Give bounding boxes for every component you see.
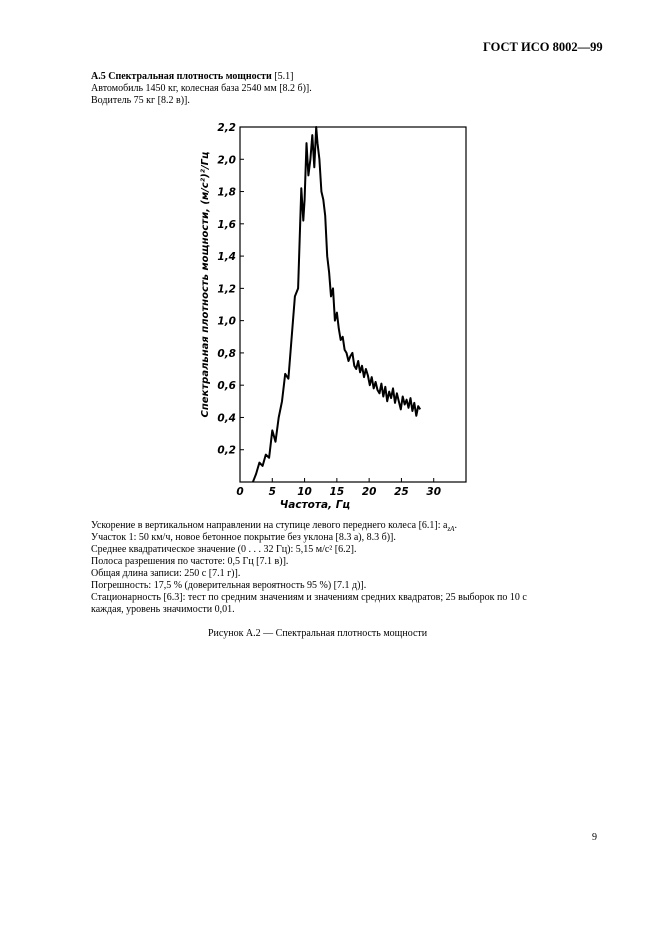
note-line: Общая длина записи: 250 с [7.1 г)]. — [91, 568, 241, 579]
x-tick-label: 20 — [361, 486, 377, 498]
x-tick-label: 15 — [329, 486, 345, 498]
intro-line: Водитель 75 кг [8.2 в)]. — [91, 95, 190, 106]
psd-chart — [196, 110, 486, 510]
y-axis-label: Спектральная плотность мощности, (м/с²)²/Гц — [200, 151, 211, 418]
section-ref: [5.1] — [274, 71, 294, 82]
page-number: 9 — [592, 832, 597, 843]
figure-caption: Рисунок А.2 — Спектральная плотность мощности — [208, 628, 428, 639]
note-line: Ускорение в вертикальном направлении на ступице левого переднего колеса [6.1]: $a_{zA}$. — [91, 520, 457, 533]
y-tick-label: 1,4 — [217, 251, 236, 264]
y-tick-label: 2,2 — [217, 122, 236, 134]
x-tick-label: 5 — [268, 486, 276, 498]
note-line: Стационарность [6.3]: тест по средним значениям и значениям средних квадратов; 25 выборок по 10 с — [91, 592, 527, 603]
psd-chart-svg — [196, 110, 486, 510]
x-tick-label: 30 — [426, 486, 442, 498]
note-line: Полоса разрешения по частоте: 0,5 Гц [7.1 в)]. — [91, 556, 289, 567]
y-tick-label: 1,0 — [217, 315, 236, 328]
section-number: А.5 — [91, 71, 106, 82]
x-tick-label: 0 — [236, 486, 244, 498]
note-subscript: zA — [447, 525, 455, 533]
x-tick-label: 10 — [297, 486, 312, 498]
note-line: Среднее квадратическое значение (0 . . . 32 Гц): 5,15 м/с² [6.2]. — [91, 544, 357, 555]
y-tick-label: 1,2 — [217, 283, 236, 296]
y-tick-label: 2,0 — [217, 154, 236, 167]
note-line: Погрешность: 17,5 % (доверительная вероятность 95 %) [7.1 д)]. — [91, 580, 367, 591]
y-tick-label: 0,4 — [217, 412, 236, 425]
x-tick-label: 25 — [394, 486, 409, 498]
intro-line: Автомобиль 1450 кг, колесная база 2540 мм [8.2 б)]. — [91, 83, 312, 94]
section-title — [91, 71, 293, 83]
y-tick-label: 1,8 — [217, 186, 236, 199]
x-axis-label: Частота, Гц — [279, 499, 351, 510]
document-header: ГОСТ ИСО 8002—99 — [483, 40, 603, 54]
note-line: Участок 1: 50 км/ч, новое бетонное покрытие без уклона [8.3 а), 8.3 б)]. — [91, 532, 396, 543]
plot-frame — [240, 127, 466, 482]
y-tick-label: 0,2 — [217, 444, 236, 457]
psd-series-line — [253, 127, 420, 482]
y-tick-label: 0,6 — [217, 380, 236, 393]
note-line: каждая, уровень значимости 0,01. — [91, 604, 235, 615]
note-text: Ускорение в вертикальном направлении на ступице левого переднего колеса [6.1]: a — [91, 520, 448, 531]
y-tick-label: 1,6 — [217, 218, 236, 231]
y-tick-label: 0,8 — [217, 347, 236, 360]
section-heading: Спектральная плотность мощности — [108, 71, 272, 82]
